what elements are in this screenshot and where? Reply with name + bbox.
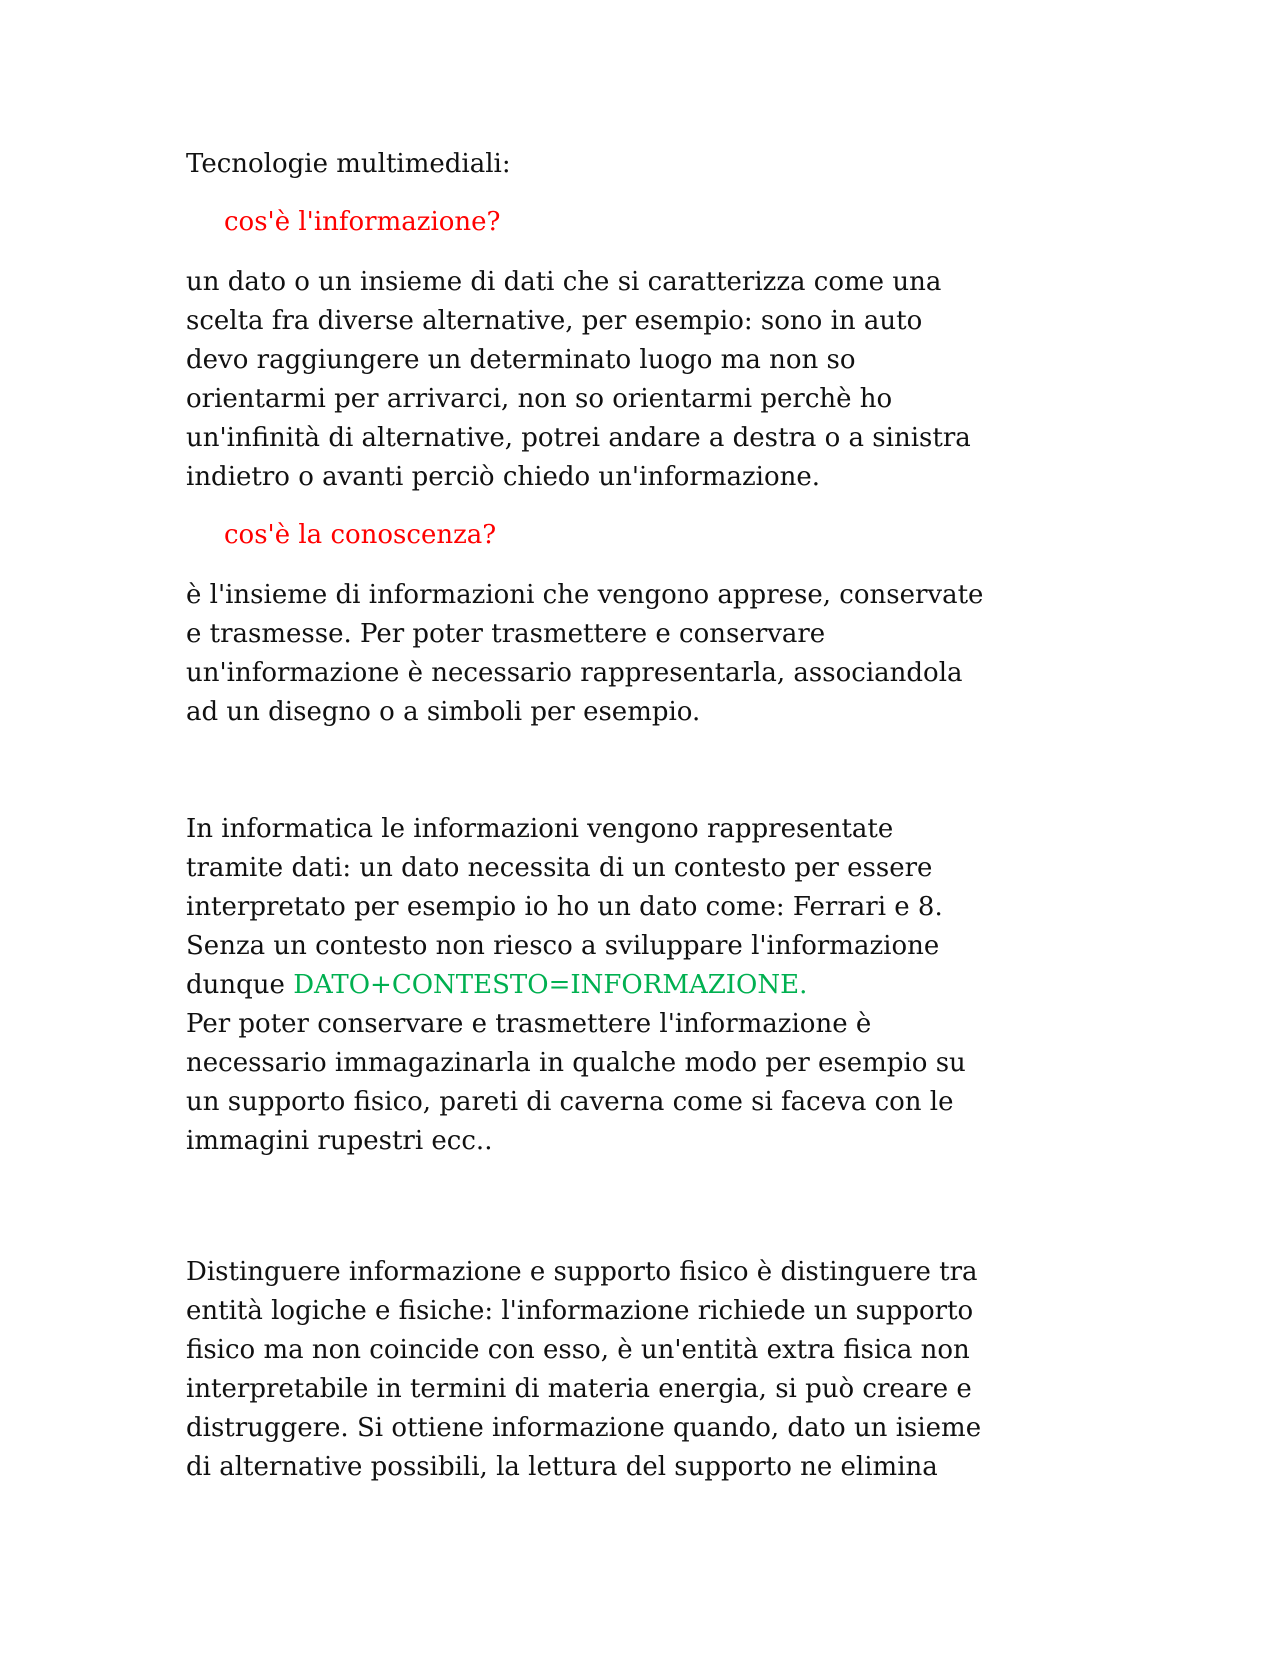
text-line: di alternative possibili, la lettura del supporto ne elimina xyxy=(186,1452,938,1482)
text-line: immagini rupestri ecc.. xyxy=(186,1126,493,1156)
text-line: scelta fra diverse alternative, per esempio: sono in auto xyxy=(186,306,923,336)
formula-text: DATO+CONTESTO=INFORMAZIONE. xyxy=(293,970,808,1000)
blank-line xyxy=(186,732,1086,810)
text-line: interpretato per esempio io ho un dato come: Ferrari e 8. xyxy=(186,892,943,922)
text-line: entità logiche e fisiche: l'informazione richiede un supporto xyxy=(186,1296,974,1326)
text-line: un'informazione è necessario rappresentarla, associandola xyxy=(186,658,963,688)
text-line: orientarmi per arrivarci, non so orientarmi perchè ho xyxy=(186,384,893,414)
text-line: un dato o un insieme di dati che si caratterizza come una xyxy=(186,267,942,297)
text-line: In informatica le informazioni vengono rappresentate xyxy=(186,814,894,844)
text-line: interpretabile in termini di materia energia, si può creare e xyxy=(186,1374,972,1404)
text-line: tramite dati: un dato necessita di un contesto per essere xyxy=(186,853,933,883)
document-title: Tecnologie multimediali: xyxy=(186,149,511,179)
paragraph-supporto-fisico xyxy=(186,1253,1086,1487)
text-line: Distinguere informazione e supporto fisico è distinguere tra xyxy=(186,1257,978,1287)
text-line: è l'insieme di informazioni che vengono apprese, conservate xyxy=(186,580,984,610)
paragraph-conoscenza xyxy=(186,576,1086,732)
text-line: distruggere. Si ottiene informazione quando, dato un isieme xyxy=(186,1413,982,1443)
text-line: e trasmesse. Per poter trasmettere e conservare xyxy=(186,619,826,649)
text-line: indietro o avanti perciò chiedo un'informazione. xyxy=(186,462,821,492)
question-informazione: cos'è l'informazione? xyxy=(224,207,501,237)
text-line: un supporto fisico, pareti di caverna come si faceva con le xyxy=(186,1087,954,1117)
question-conoscenza: cos'è la conoscenza? xyxy=(224,520,497,550)
dunque-text: dunque xyxy=(186,970,294,1000)
text-line: un'infinità di alternative, potrei andare a destra o a sinistra xyxy=(186,423,971,453)
text-line: necessario immagazinarla in qualche modo per esempio su xyxy=(186,1048,966,1078)
text-line: Senza un contesto non riesco a sviluppare l'informazione xyxy=(186,931,940,961)
document-page xyxy=(186,145,1086,1487)
text-line: devo raggiungere un determinato luogo ma non so xyxy=(186,345,856,375)
blank-line xyxy=(186,1161,1086,1253)
text-line: fisico ma non coincide con esso, è un'entità extra fisica non xyxy=(186,1335,970,1365)
paragraph-informatica xyxy=(186,810,1086,1161)
text-line: Per poter conservare e trasmettere l'informazione è xyxy=(186,1009,872,1039)
text-line-formula xyxy=(186,966,1086,1005)
paragraph-informazione xyxy=(186,263,1086,497)
text-line: ad un disegno o a simboli per esempio. xyxy=(186,697,701,727)
